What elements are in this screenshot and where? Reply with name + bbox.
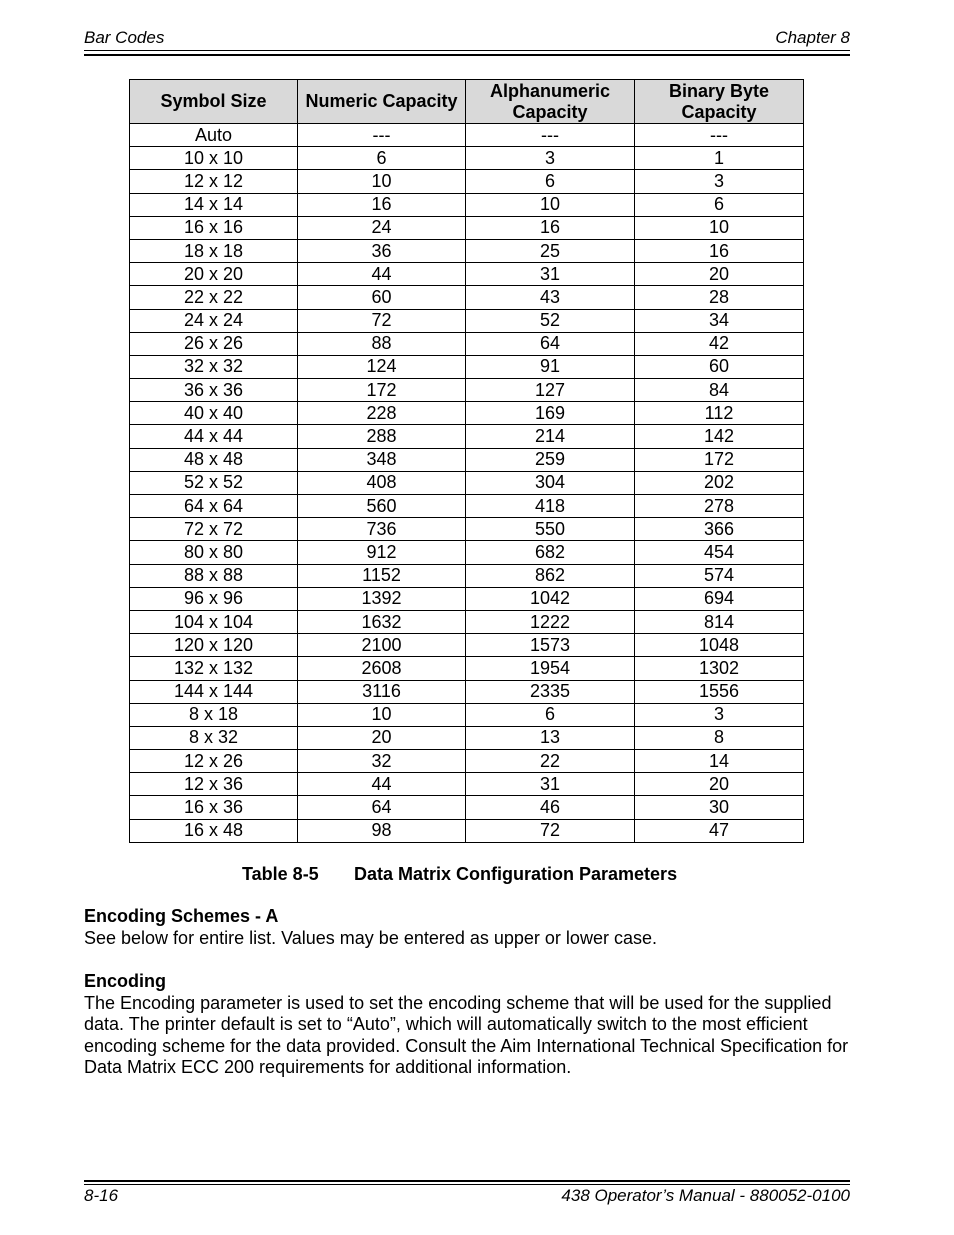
table-cell: 14 x 14 xyxy=(130,193,298,216)
table-row xyxy=(130,471,804,494)
column-header-numeric: Numeric Capacity xyxy=(298,80,466,124)
table-row xyxy=(130,587,804,610)
table-cell: 42 xyxy=(635,332,804,355)
table-row xyxy=(130,448,804,471)
header-rule-thin xyxy=(84,50,850,51)
table-cell: 52 x 52 xyxy=(130,471,298,494)
table-cell: --- xyxy=(298,124,466,147)
footer-page-number: 8-16 xyxy=(84,1186,119,1205)
table-header-row xyxy=(130,80,804,124)
table-cell: 172 xyxy=(298,379,466,402)
footer-rule-thin xyxy=(84,1184,850,1185)
table-cell: 10 xyxy=(466,193,635,216)
table-cell: 16 x 36 xyxy=(130,796,298,819)
column-header-binary-byte: Binary Byte Capacity xyxy=(635,80,804,124)
table-cell: 6 xyxy=(466,703,635,726)
table-row xyxy=(130,193,804,216)
table-cell: 72 xyxy=(298,309,466,332)
table-row xyxy=(130,726,804,749)
table-cell: 124 xyxy=(298,355,466,378)
table-cell: 16 xyxy=(298,193,466,216)
table-cell: 88 x 88 xyxy=(130,564,298,587)
table-cell: Auto xyxy=(130,124,298,147)
table-cell: 20 xyxy=(635,773,804,796)
table-cell: 12 x 12 xyxy=(130,170,298,193)
table-cell: 10 xyxy=(298,703,466,726)
table-row xyxy=(130,495,804,518)
section-encoding-schemes xyxy=(84,906,854,949)
table-cell: 16 xyxy=(635,239,804,262)
table-cell: 32 xyxy=(298,750,466,773)
table-cell: 6 xyxy=(298,147,466,170)
table-cell: 13 xyxy=(466,726,635,749)
caption-title: Data Matrix Configuration Parameters xyxy=(354,864,678,884)
table-row xyxy=(130,124,804,147)
table-row xyxy=(130,286,804,309)
column-header-symbol-size: Symbol Size xyxy=(130,80,298,124)
table-cell: 214 xyxy=(466,425,635,448)
table-cell: 44 xyxy=(298,263,466,286)
table-row xyxy=(130,309,804,332)
table-cell: 36 x 36 xyxy=(130,379,298,402)
table-cell: 48 x 48 xyxy=(130,448,298,471)
table-row xyxy=(130,541,804,564)
table-cell: 72 x 72 xyxy=(130,518,298,541)
table-row xyxy=(130,796,804,819)
table-cell: 36 xyxy=(298,239,466,262)
table-cell: 34 xyxy=(635,309,804,332)
table-cell: 348 xyxy=(298,448,466,471)
section-heading: Encoding Schemes - A xyxy=(84,906,279,926)
table-cell: 16 x 16 xyxy=(130,216,298,239)
table-row xyxy=(130,239,804,262)
table-row xyxy=(130,657,804,680)
table-cell: 6 xyxy=(635,193,804,216)
table-row xyxy=(130,379,804,402)
table-cell: 31 xyxy=(466,773,635,796)
table-row xyxy=(130,703,804,726)
table-row xyxy=(130,634,804,657)
table-cell: 366 xyxy=(635,518,804,541)
table-cell: 24 xyxy=(298,216,466,239)
table-cell: 912 xyxy=(298,541,466,564)
table-cell: 14 xyxy=(635,750,804,773)
table-cell: 64 xyxy=(298,796,466,819)
table-row xyxy=(130,425,804,448)
table-cell: 12 x 36 xyxy=(130,773,298,796)
table-cell: 6 xyxy=(466,170,635,193)
table-cell: 228 xyxy=(298,402,466,425)
table-cell: 259 xyxy=(466,448,635,471)
table-cell: 202 xyxy=(635,471,804,494)
table-cell: 12 x 26 xyxy=(130,750,298,773)
table-cell: 26 x 26 xyxy=(130,332,298,355)
table-cell: 862 xyxy=(466,564,635,587)
table-cell: 3116 xyxy=(298,680,466,703)
table-cell: 8 xyxy=(635,726,804,749)
section-body: The Encoding parameter is used to set the encoding scheme that will be used for the supplied data. The printer default is set to “Auto”, which will automatically switch to the most efficient encoding scheme for the data provided. Consult the Aim International Technical Specification for Data Matrix ECC 200 requirements for additional information. xyxy=(84,992,849,1077)
footer-manual-title: 438 Operator’s Manual - 880052-0100 xyxy=(561,1186,850,1205)
table-cell: 40 x 40 xyxy=(130,402,298,425)
section-encoding xyxy=(84,971,854,1079)
table-cell: 20 x 20 xyxy=(130,263,298,286)
table-cell: 8 x 18 xyxy=(130,703,298,726)
table-cell: 408 xyxy=(298,471,466,494)
table-cell: 20 xyxy=(298,726,466,749)
table-cell: 32 x 32 xyxy=(130,355,298,378)
table-cell: 18 x 18 xyxy=(130,239,298,262)
table-row xyxy=(130,773,804,796)
table-cell: 91 xyxy=(466,355,635,378)
table-row xyxy=(130,680,804,703)
table-cell: 120 x 120 xyxy=(130,634,298,657)
table-cell: 44 xyxy=(298,773,466,796)
table-cell: 64 xyxy=(466,332,635,355)
table-cell: 304 xyxy=(466,471,635,494)
table-caption xyxy=(242,864,677,885)
table-cell: 22 xyxy=(466,750,635,773)
table-cell: 560 xyxy=(298,495,466,518)
table-cell: 22 x 22 xyxy=(130,286,298,309)
table-cell: 3 xyxy=(635,170,804,193)
page-header xyxy=(84,28,850,50)
table-cell: 25 xyxy=(466,239,635,262)
table-cell: 88 xyxy=(298,332,466,355)
table-row xyxy=(130,402,804,425)
table-cell: 169 xyxy=(466,402,635,425)
table-cell: 60 xyxy=(298,286,466,309)
table-cell: 46 xyxy=(466,796,635,819)
table-cell: 736 xyxy=(298,518,466,541)
table-cell: 1152 xyxy=(298,564,466,587)
table-cell: 814 xyxy=(635,610,804,633)
table-row xyxy=(130,332,804,355)
table-cell: 10 xyxy=(635,216,804,239)
table-cell: 98 xyxy=(298,819,466,842)
section-heading: Encoding xyxy=(84,971,166,991)
table-cell: 96 x 96 xyxy=(130,587,298,610)
table-cell: 52 xyxy=(466,309,635,332)
table-cell: 550 xyxy=(466,518,635,541)
footer-rule-thick xyxy=(84,1180,850,1182)
table-row xyxy=(130,610,804,633)
table-cell: 1048 xyxy=(635,634,804,657)
table-cell: 30 xyxy=(635,796,804,819)
table-cell: 2335 xyxy=(466,680,635,703)
table-row xyxy=(130,216,804,239)
table-cell: --- xyxy=(635,124,804,147)
table-cell: 72 xyxy=(466,819,635,842)
caption-number: Table 8-5 xyxy=(242,864,319,884)
table-cell: 20 xyxy=(635,263,804,286)
table-cell: 16 xyxy=(466,216,635,239)
table-row xyxy=(130,819,804,842)
table-cell: 127 xyxy=(466,379,635,402)
table-cell: 1302 xyxy=(635,657,804,680)
table-cell: 144 x 144 xyxy=(130,680,298,703)
table-cell: 112 xyxy=(635,402,804,425)
table-cell: 16 x 48 xyxy=(130,819,298,842)
column-header-alphanumeric: Alphanumeric Capacity xyxy=(466,80,635,124)
table-row xyxy=(130,170,804,193)
table-cell: 28 xyxy=(635,286,804,309)
table-cell: 1 xyxy=(635,147,804,170)
table-cell: 104 x 104 xyxy=(130,610,298,633)
table-cell: 1222 xyxy=(466,610,635,633)
table-cell: 2608 xyxy=(298,657,466,680)
table-cell: --- xyxy=(466,124,635,147)
table-cell: 1392 xyxy=(298,587,466,610)
table-cell: 31 xyxy=(466,263,635,286)
header-rule-thick xyxy=(84,54,850,56)
table-cell: 44 x 44 xyxy=(130,425,298,448)
table-cell: 1954 xyxy=(466,657,635,680)
table-cell: 142 xyxy=(635,425,804,448)
table-row xyxy=(130,750,804,773)
table-cell: 8 x 32 xyxy=(130,726,298,749)
table-cell: 694 xyxy=(635,587,804,610)
table-cell: 3 xyxy=(635,703,804,726)
table-cell: 132 x 132 xyxy=(130,657,298,680)
capacity-table xyxy=(129,79,804,843)
table-cell: 84 xyxy=(635,379,804,402)
table-cell: 288 xyxy=(298,425,466,448)
table-cell: 80 x 80 xyxy=(130,541,298,564)
table-cell: 43 xyxy=(466,286,635,309)
table-row xyxy=(130,147,804,170)
table-cell: 1573 xyxy=(466,634,635,657)
section-body: See below for entire list. Values may be entered as upper or lower case. xyxy=(84,927,657,948)
header-chapter: Chapter 8 xyxy=(775,28,850,47)
table-row xyxy=(130,518,804,541)
table-cell: 64 x 64 xyxy=(130,495,298,518)
table-cell: 60 xyxy=(635,355,804,378)
header-section-title: Bar Codes xyxy=(84,28,165,47)
table-body xyxy=(130,124,804,843)
table-row xyxy=(130,564,804,587)
table-cell: 47 xyxy=(635,819,804,842)
page-footer xyxy=(84,1186,850,1208)
table-row xyxy=(130,263,804,286)
table-cell: 278 xyxy=(635,495,804,518)
table-row xyxy=(130,355,804,378)
table-cell: 3 xyxy=(466,147,635,170)
table-cell: 682 xyxy=(466,541,635,564)
table-cell: 418 xyxy=(466,495,635,518)
table-cell: 1042 xyxy=(466,587,635,610)
table-cell: 574 xyxy=(635,564,804,587)
table-cell: 172 xyxy=(635,448,804,471)
table-cell: 10 xyxy=(298,170,466,193)
table-cell: 454 xyxy=(635,541,804,564)
table-cell: 1632 xyxy=(298,610,466,633)
table-cell: 24 x 24 xyxy=(130,309,298,332)
table-cell: 10 x 10 xyxy=(130,147,298,170)
table-cell: 2100 xyxy=(298,634,466,657)
table-cell: 1556 xyxy=(635,680,804,703)
